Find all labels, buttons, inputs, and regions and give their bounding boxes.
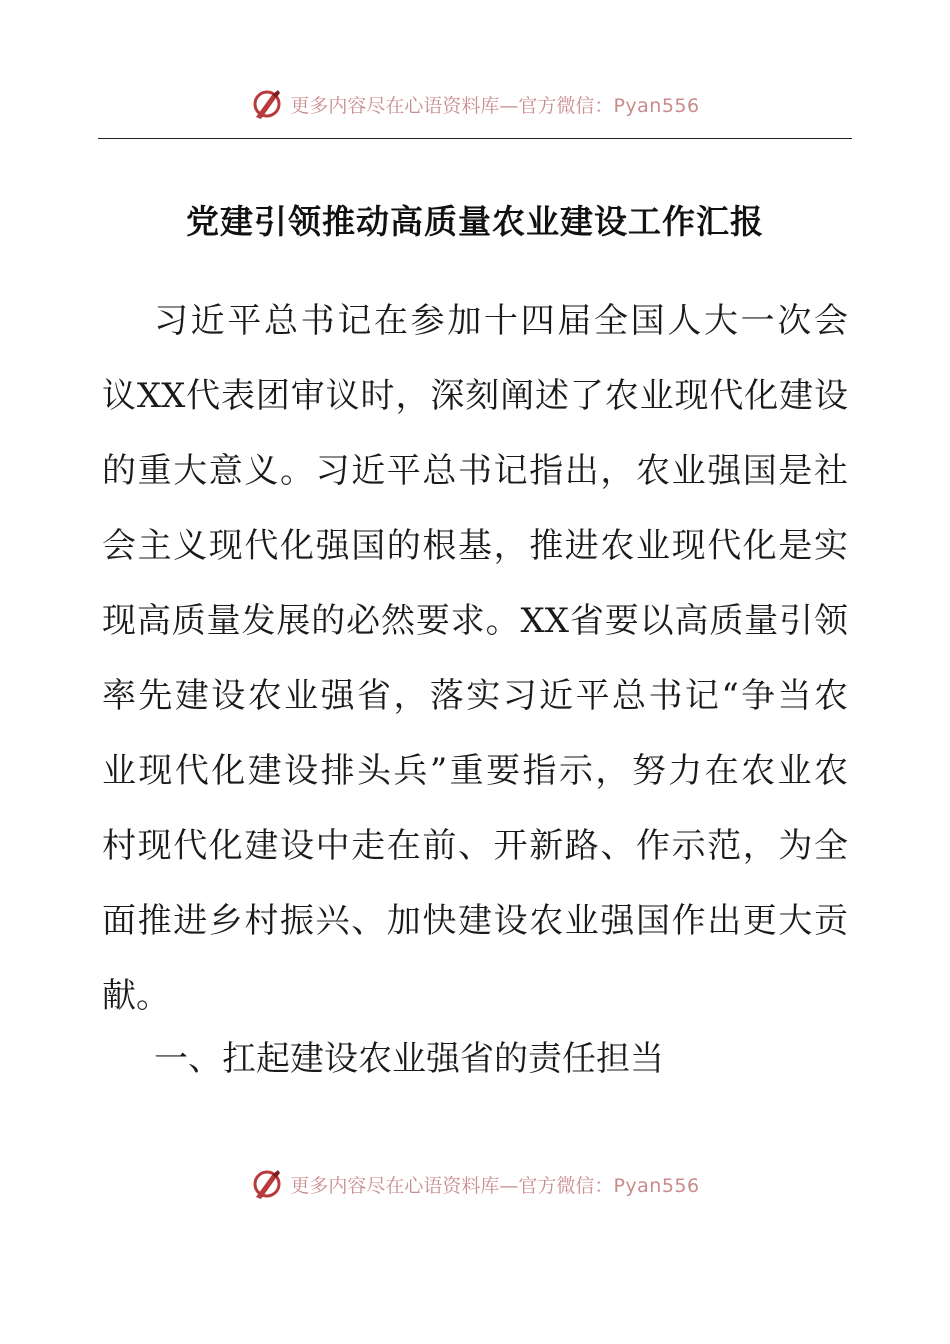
banner-text bbox=[290, 91, 699, 118]
footer-banner bbox=[0, 1164, 950, 1204]
banner-separator: — bbox=[499, 94, 519, 117]
section-heading bbox=[102, 1022, 848, 1097]
body-paragraph bbox=[102, 284, 848, 1034]
banner-site-text: 更多内容尽在心语资料库 bbox=[290, 94, 500, 117]
body-line: 议XX代表团审议时，深刻阐述了农业现代化建设 bbox=[102, 376, 848, 416]
body-line: 业现代化建设排头兵”重要指示，努力在农业农 bbox=[102, 751, 848, 791]
section-heading-text: 一、扛起建设农业强省的责任担当 bbox=[154, 1039, 664, 1079]
banner-site-text: 更多内容尽在心语资料库 bbox=[290, 1174, 500, 1197]
body-line: 的重大意义。习近平总书记指出，农业强国是社 bbox=[102, 451, 848, 491]
body-line: 面推进乡村振兴、加快建设农业强国作出更大贡 bbox=[102, 901, 848, 941]
body-line: 会主义现代化强国的根基，推进农业现代化是实 bbox=[102, 526, 848, 566]
header-banner bbox=[0, 84, 950, 124]
body-line: 献。 bbox=[102, 976, 170, 1016]
banner-separator: — bbox=[499, 1174, 519, 1197]
header-divider bbox=[98, 138, 852, 139]
banner-wechat-id: Pyan556 bbox=[613, 1174, 700, 1197]
body-line: 习近平总书记在参加十四届全国人大一次会 bbox=[154, 301, 848, 341]
banner-wechat-id: Pyan556 bbox=[613, 94, 700, 117]
banner-wechat-label: 官方微信： bbox=[518, 1174, 614, 1197]
pen-logo-icon bbox=[250, 1167, 284, 1201]
body-line: 率先建设农业强省，落实习近平总书记“争当农 bbox=[102, 676, 848, 716]
banner-wechat-label: 官方微信： bbox=[518, 94, 614, 117]
banner-text bbox=[290, 1171, 699, 1198]
pen-logo-icon bbox=[250, 87, 284, 121]
page-title: 党建引领推动高质量农业建设工作汇报 bbox=[186, 202, 764, 241]
body-line: 现高质量发展的必然要求。XX省要以高质量引领 bbox=[102, 601, 848, 641]
body-line: 村现代化建设中走在前、开新路、作示范，为全 bbox=[102, 826, 848, 866]
